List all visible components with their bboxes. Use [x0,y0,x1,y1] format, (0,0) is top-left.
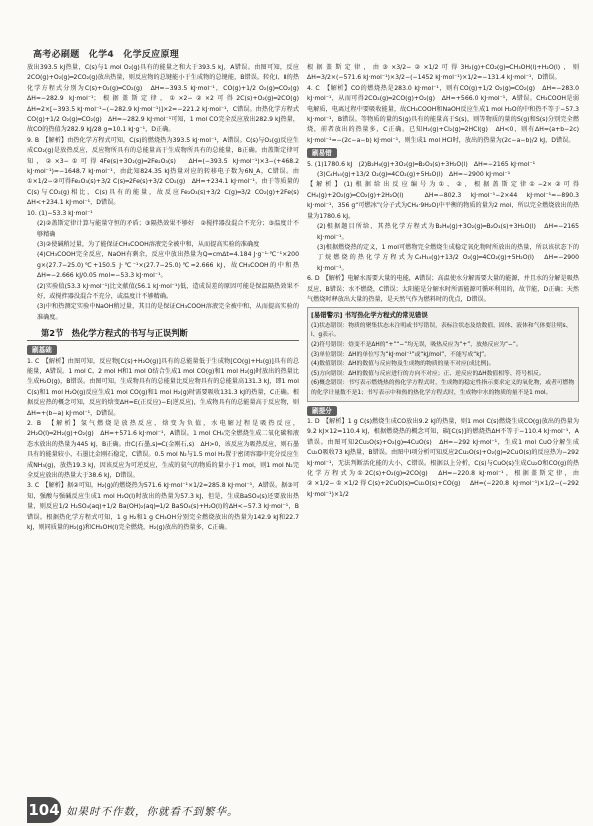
warning-line: (1)状态错误：物质的聚集状态未注明或书写错误，表标注状态及焓数值，固体、液体和气体要注明s、l、g表示。 [311,322,572,339]
answer-subparagraph: (3)C₄H₁₀(g)+13/2 O₂(g)═4CO₂(g)+5H₂O(l) ΔH=−2900 kJ·mol⁻¹ [317,171,511,179]
answer-paragraph: 【解析】(1)根据给出反应编号为①、②，根据盖斯定律①−2×②可得CH₄(g)+2O₂(g)═CO₂(g)+2H₂O(l) ΔH=−802.3 kJ·mol⁻¹−2×44 kJ·mol⁻¹=−890.3 kJ·mol⁻¹，356 g“可燃冰”(分子式为CH₄·9H₂O)中平衡的物质的量为2 mol，所以完全燃烧放出的热量为1780.6 kJ。 [307,181,579,220]
answer-paragraph: 3. C 【解析】据②可知，H₂(g)的燃烧热为571.6 kJ·mol⁻¹×1/2=285.8 kJ·mol⁻¹，A错误。据③可知，强酸与强碱反应生成1 mol H₂O(l)时放出的热量为57.3 kJ，但是，生成BaSO₄(s)还要放出热量，则反应1/2 H₂SO₄(aq)+1/2 Ba(OH)₂(aq)═1/2 BaSO₄(s)+H₂O(l)的ΔH<−57.3 kJ·mol⁻¹，B错误。根据热化学方程式可知，1 g H₂和1 g CH₃OH分别完全燃烧放出的热量为142.9 kJ和22.7 kJ，则同质量的H₂(g)和CH₃OH(l)完全燃烧，H₂(g)放出的热量多，C正确。 [27,482,299,532]
page-number: 104 [27,797,61,823]
answer-subparagraph: (2)实验值(53.3 kJ·mol⁻¹)比文献值(56.1 kJ·mol⁻¹)低，造成误差的原因可能是保温隔热效果不好，或搅拌器没混合不充分，或温度计不够精确。 [37,282,299,300]
answer-paragraph: 根据盖斯定律，由③×3/2−②×1/2可得3H₂(g)+CO₂(g)═CH₃OH(l)+H₂O(l)，则ΔH=3/2×(−571.6 kJ·mol⁻¹)×3/2−(−1452 kJ·mol⁻¹)×1/2=−131.4 kJ·mol⁻¹，D错误。 [307,64,579,82]
answer-paragraph: 放出393.5 kJ热量，C(s)与1 mol O₂(g)具有的能量之和大于393.5 kJ，A错误。由图可知，反应2CO(g)+O₂(g)═2CO₂(g)放出热量，则反应物的总键能小于生成物的总键能，B错误。转化Ⅰ、Ⅱ的热化学方程式分别为C(s)+O₂(g)═CO₂(g) ΔH=−393.5 kJ·mol⁻¹，CO(g)+1/2 O₂(g)═CO₂(g) ΔH=−282.9 kJ·mol⁻¹；根据盖斯定律，①×2−②×2可得2C(s)+O₂(g)═2CO(g) ΔH=2×[−393.5 kJ·mol⁻¹−(−282.9 kJ·mol⁻¹)]×2=−221.2 kJ·mol⁻¹，C错误。由热化学方程式CO(g)+1/2 O₂(g)═CO₂(g) ΔH=−282.9 kJ·mol⁻¹可知，1 mol CO完全反应放出282.9 kJ热量，故CO的热值为282.9 kJ/28 g≈10.1 kJ·g⁻¹，D正确。 [27,64,306,134]
badge-row [307,404,579,417]
answer-paragraph: 2. B 【解析】氢气燃烧是放热反应，焓变为负值，水电解过程是吸热反应，2H₂O(l)═2H₂(g)+O₂(g) ΔH=+571.6 kJ·mol⁻¹，A错误。1 mol CH₄完全燃烧生成二氧化碳和液态水放出的热量为445 kJ，B正确。由C(石墨,s)═C(金刚石,s) ΔH>0，该反应为吸热反应，则石墨具有的能量较小，石墨比金刚石稳定，C错误。0.5 mol N₂与1.5 mol H₂置于密闭容器中充分反应生成NH₃(g)，放热19.3 kJ，因该反应为可逆反应，生成的氨气的物质的量小于1 mol，则1 mol N₂完全反应放出的热量大于38.6 kJ，D错误。 [27,420,299,480]
warning-box-title: [易错警示] 书写热化学方程式的常见错误 [311,311,428,320]
answer-subparagraph: (4)CH₃COOH完全反应，NaOH有剩余，反应中放出热量为Q=cmΔt=4.184 J·g⁻¹·℃⁻¹×200 g×(27.7−25.0)℃+150.5 J·℃⁻¹×(27.7−25.0)℃≈2.666 kJ，故CH₃COOH的中和热ΔH=−2.666 kJ/0.05 mol≈−53.3 kJ·mol⁻¹。 [37,251,299,280]
section-badge: 刷易错 [307,148,337,158]
badge-row [307,146,579,159]
badge-row [27,343,299,356]
answer-paragraph: 10. (1)−53.3 kJ·mol⁻¹ [27,209,93,217]
answer-subparagraph: (2)根据题目所给，其热化学方程式为B₂H₆(g)+3O₂(g)═B₂O₃(s)+3H₂O(l) ΔH=−2165 kJ·mol⁻¹。 [317,223,579,241]
answer-paragraph: 1. D 【解析】1 g C(s)燃烧生成CO放出9.2 kJ的热量，则1 mol C(s)燃烧生成CO(g)放出的热量为9.2 kJ×12=110.4 kJ，根据燃烧热的概念可知，碳[C(s)]的燃烧热ΔH不等于−110.4 kJ·mol⁻¹，A错误。由图可知2Cu₂O(s)+O₂(g)═4CuO(s) ΔH=−292 kJ·mol⁻¹，生成1 mol CuO分解生成Cu₂O吸收73 kJ热量，B错误。由图中I项分析可知反应2Cu₂O(s)+O₂(g)═2CuO(s)的反应热为−292 kJ·mol⁻¹，无法判断活化能的大小，C错误。根据以上分析，C(s)与CuO(s)生成Cu₂O和CO(g)的热化学方程式为①2C(s)+O₂(g)═2CO(g) ΔH=−220.8 kJ·mol⁻¹，根据盖斯定律，由②×1/2−①×1/2得C(s)+2CuO(s)═Cu₂O(s)+CO(g) ΔH=(−220.8 kJ·mol⁻¹)×1/2−(−292 kJ·mol⁻¹)×1/2 [307,417,579,498]
footer-motto: 如果时不作数，你就看不到繁华。 [66,806,239,818]
warning-line: (6)概念错误：书写表示燃烧热的热化学方程式时，生成物的稳定性指示要求定义的氧化物，或者可燃物的化学计量数不是1；书写表示中和热的热化学方程式时，生成物中水的物质的量不是1 mol。 [311,380,575,396]
section-badge: 刷基础 [27,345,57,355]
answer-subparagraph: (3)中和热测定实验中NaOH稍过量，其目的是保证CH₃COOH溶液完全被中和，从而提高实验的准确度。 [37,303,299,321]
warning-line: (4)数值错误：ΔH的数值与反应物及生成物的物质的量不对应(成比例)。 [311,361,495,368]
left-column [27,63,306,793]
warning-box [307,307,579,401]
answer-paragraph: 1. C 【解析】由图可知，反应物[C(s)+H₂O(g)]具有的总能量低于生成物[CO(g)+H₂(g)]具有的总能量，A错误。1 mol C、2 mol H和1 mol O结合生成1 mol CO(g)和1 mol H₂(g)时放出的热量比生成H₂O(g)，B错误。由图可知，生成物具有的总能量比反应物具有的总能量高131.3 kJ，即1 mol C(s)和1 mol H₂O(g)反应生成1 mol CO(g)和1 mol H₂(g)时需要吸收131.3 kJ的热量，C正确。根据反应热的概念可知，反应的焓变ΔH=E(正反应)−E(逆反应)，生成物具有的总能量高于反应物，则ΔH=+(b−a) kJ·mol⁻¹，D错误。 [27,357,299,417]
answer-paragraph: 4. C 【解析】CO的燃烧热是283.0 kJ·mol⁻¹，则有CO(g)+1/2 O₂(g)═CO₂(g) ΔH=−283.0 kJ·mol⁻¹，从而可得2CO₂(g)═2CO(g)+O₂(g) ΔH=+566.0 kJ·mol⁻¹，A错误。CH₃COOH是弱电解质，电离过程中要吸收能量，故CH₃COOH和NaOH反应生成1 mol H₂O的中和热不等于−57.3 kJ·mol⁻¹，B错误。等物质的量的S(g)具有的能量高于S(s)，则等物质的量的S(g)和S(s)分别完全燃烧，前者放出的热量多，C正确。已知H₂(g)+Cl₂(g)═2HCl(g) ΔH<0，则有ΔH=(a+b−2c) kJ·mol⁻¹=−(2c−a−b) kJ·mol⁻¹，则生成1 mol HCl时，放出的热量为(2c−a−b)/2 kJ，D错误。 [307,84,579,144]
right-column [307,63,579,793]
answer-paragraph: 6. D 【解析】电解水需要大量的电能，A错误；高温使水分解需要大量的能源，并且水的分解是吸热反应，B错误；水不燃烧，C错误；太阳能是分解水时所需能源可循环利用的，故节能，D正确；天然气燃烧时释放出大量的热量，是天然气作为燃料时的优点，D错误。 [307,275,579,303]
page-header: 高考必刷题 化学4 化学反应原理 [33,50,180,60]
answer-paragraph: 9. B 【解析】由热化学方程式可知，C(s)的燃烧热为393.5 kJ·mol⁻¹，A错误。C(s)与O₂(g)反应生成CO₂(g)是放热反应，反应物所具有的总能量高于生成物所具有的总能量，B正确。由盖斯定律可知，②×3−①可得4Fe(s)+3O₂(g)═2Fe₂O₃(s) ΔH=(−393.5 kJ·mol⁻¹)×3−(+468.2 kJ·mol⁻¹)=−1648.7 kJ·mol⁻¹，由此知824.35 kJ热量对应的转移电子数为6N_A，C错误。由①×1/2−②可得Fe₂O₃(s)+3/2 C(s)═2Fe(s)+3/2 CO₂(g) ΔH=+234.1 kJ·mol⁻¹，由于等质量的C(s)与CO₂(g)相比，C(s)具有的能量，故反应Fe₂O₃(s)+3/2 C(g)═3/2 CO₂(g)+2Fe(s) ΔH<+234.1 kJ·mol⁻¹，D错误。 [27,136,306,207]
warning-line: (3)单位错误：ΔH的单位写为“kJ·mol⁻¹”或“kJ/mol”，不能写成“kJ”。 [311,351,490,358]
warning-line: (2)符号错误：焓变不是ΔH的“+”“−”均无误，吸热反应为“+”，放热反应为“−”。 [311,341,522,348]
warning-line: (5)方向错误：ΔH的数值与反应进行的方向不对应；正、逆反应的ΔH数值相等、符号相反。 [311,370,545,377]
answer-paragraph: 5. (1)1780.6 kJ (2)B₂H₆(g)+3O₂(g)═B₂O₃(s)+3H₂O(l) ΔH=−2165 kJ·mol⁻¹ [307,160,536,168]
answer-subparagraph: (3)②使碱稍过量，为了能保证CH₃COOH溶液完全被中和，从而提高实验的准确度 [37,240,260,248]
section-badge: 刷提分 [307,406,337,416]
answer-subparagraph: (3)根据燃烧热的定义，1 mol可燃物完全燃烧生成稳定氧化物时所放出的热量，所以该状态下的丁烷燃烧的热化学方程式为C₄H₁₀(g)+13/2 O₂(g)═4CO₂(g)+5H₂O(l) ΔH=−2900 kJ·mol⁻¹。 [317,243,579,272]
section-heading: 第2节 热化学方程式的书写与正误判断 [27,326,299,341]
answer-subparagraph: (2)②盖斯定律计算与能量守恒的矛盾；③隔热效果不够好 ②搅拌器没混合不充分；③温度计不够精确 [37,220,299,238]
